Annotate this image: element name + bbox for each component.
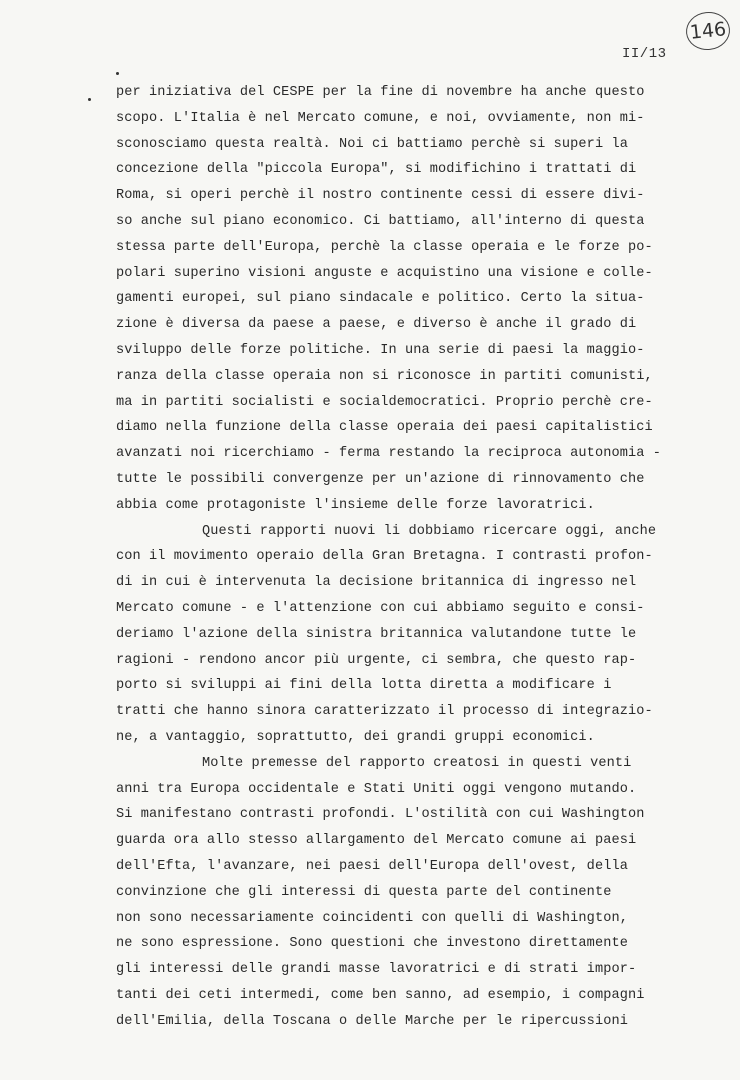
text-line: Si manifestano contrasti profondi. L'ostilità con cui Washington — [116, 807, 645, 823]
text-line: Roma, si operi perchè il nostro continente cessi di essere divi- — [116, 188, 645, 204]
text-line: scopo. L'Italia è nel Mercato comune, e noi, ovviamente, non mi- — [116, 110, 645, 126]
text-line: so anche sul piano economico. Ci battiamo, all'interno di questa — [116, 213, 645, 229]
document-body — [116, 80, 716, 1034]
text-line: dell'Efta, l'avanzare, nei paesi dell'Europa dell'ovest, della — [116, 858, 628, 874]
text-line: Mercato comune - e l'attenzione con cui abbiamo seguito e consi- — [116, 600, 645, 616]
text-line: ne sono espressione. Sono questioni che investono direttamente — [116, 936, 628, 952]
text-line: polari superino visioni anguste e acquistino una visione e colle- — [116, 265, 653, 281]
text-line: anni tra Europa occidentale e Stati Uniti oggi vengono mutando. — [116, 781, 637, 797]
text-line: tratti che hanno sinora caratterizzato il processo di integrazio- — [116, 704, 653, 720]
text-line: abbia come protagoniste l'insieme delle forze lavoratrici. — [116, 497, 595, 513]
text-line: ragioni - rendono ancor più urgente, ci sembra, che questo rap- — [116, 652, 637, 668]
text-line: diamo nella funzione della classe operaia dei paesi capitalistici — [116, 420, 653, 436]
text-line: Questi rapporti nuovi li dobbiamo ricercare oggi, anche — [202, 523, 657, 539]
page-number: II/13 — [622, 46, 667, 62]
text-line: gamenti europei, sul piano sindacale e politico. Certo la situa- — [116, 291, 645, 307]
text-line: con il movimento operaio della Gran Bretagna. I contrasti profon- — [116, 549, 653, 565]
text-line: Molte premesse del rapporto creatosi in questi venti — [202, 755, 632, 771]
text-line: ranza della classe operaia non si riconosce in partiti comunisti, — [116, 368, 653, 384]
text-line: tanti dei ceti intermedi, come ben sanno, ad esempio, i compagni — [116, 987, 645, 1003]
text-line: avanzati noi ricerchiamo - ferma restando la reciproca autonomia - — [116, 446, 661, 462]
text-line: sviluppo delle forze politiche. In una serie di paesi la maggio- — [116, 342, 645, 358]
text-line: dell'Emilia, della Toscana o delle Marche per le ripercussioni — [116, 1013, 628, 1029]
text-line: deriamo l'azione della sinistra britannica valutandone tutte le — [116, 626, 637, 642]
text-line: convinzione che gli interessi di questa parte del continente — [116, 884, 612, 900]
text-line: gli interessi delle grandi masse lavoratrici e di strati impor- — [116, 962, 637, 978]
text-line: per iniziativa del CESPE per la fine di novembre ha anche questo — [116, 85, 645, 100]
page-stamp: 146 — [684, 10, 732, 52]
text-line: di in cui è intervenuta la decisione britannica di ingresso nel — [116, 575, 637, 591]
text-line: zione è diversa da paese a paese, e diverso è anche il grado di — [116, 317, 637, 333]
margin-dot — [116, 72, 119, 75]
text-line: porto si sviluppi ai fini della lotta diretta a modificare i — [116, 678, 612, 694]
text-line: guarda ora allo stesso allargamento del Mercato comune ai paesi — [116, 833, 637, 849]
text-line: tutte le possibili convergenze per un'azione di rinnovamento che — [116, 471, 645, 487]
text-line: stessa parte dell'Europa, perchè la classe operaia e le forze po- — [116, 239, 653, 255]
text-line: non sono necessariamente coincidenti con quelli di Washington, — [116, 910, 628, 926]
text-line: ne, a vantaggio, soprattutto, dei grandi gruppi economici. — [116, 729, 595, 745]
text-line: ma in partiti socialisti e socialdemocratici. Proprio perchè cre- — [116, 394, 653, 410]
text-line: concezione della "piccola Europa", si modifichino i trattati di — [116, 162, 637, 178]
text-line: sconosciamo questa realtà. Noi ci battiamo perchè si superi la — [116, 136, 628, 152]
margin-dot — [88, 98, 91, 101]
